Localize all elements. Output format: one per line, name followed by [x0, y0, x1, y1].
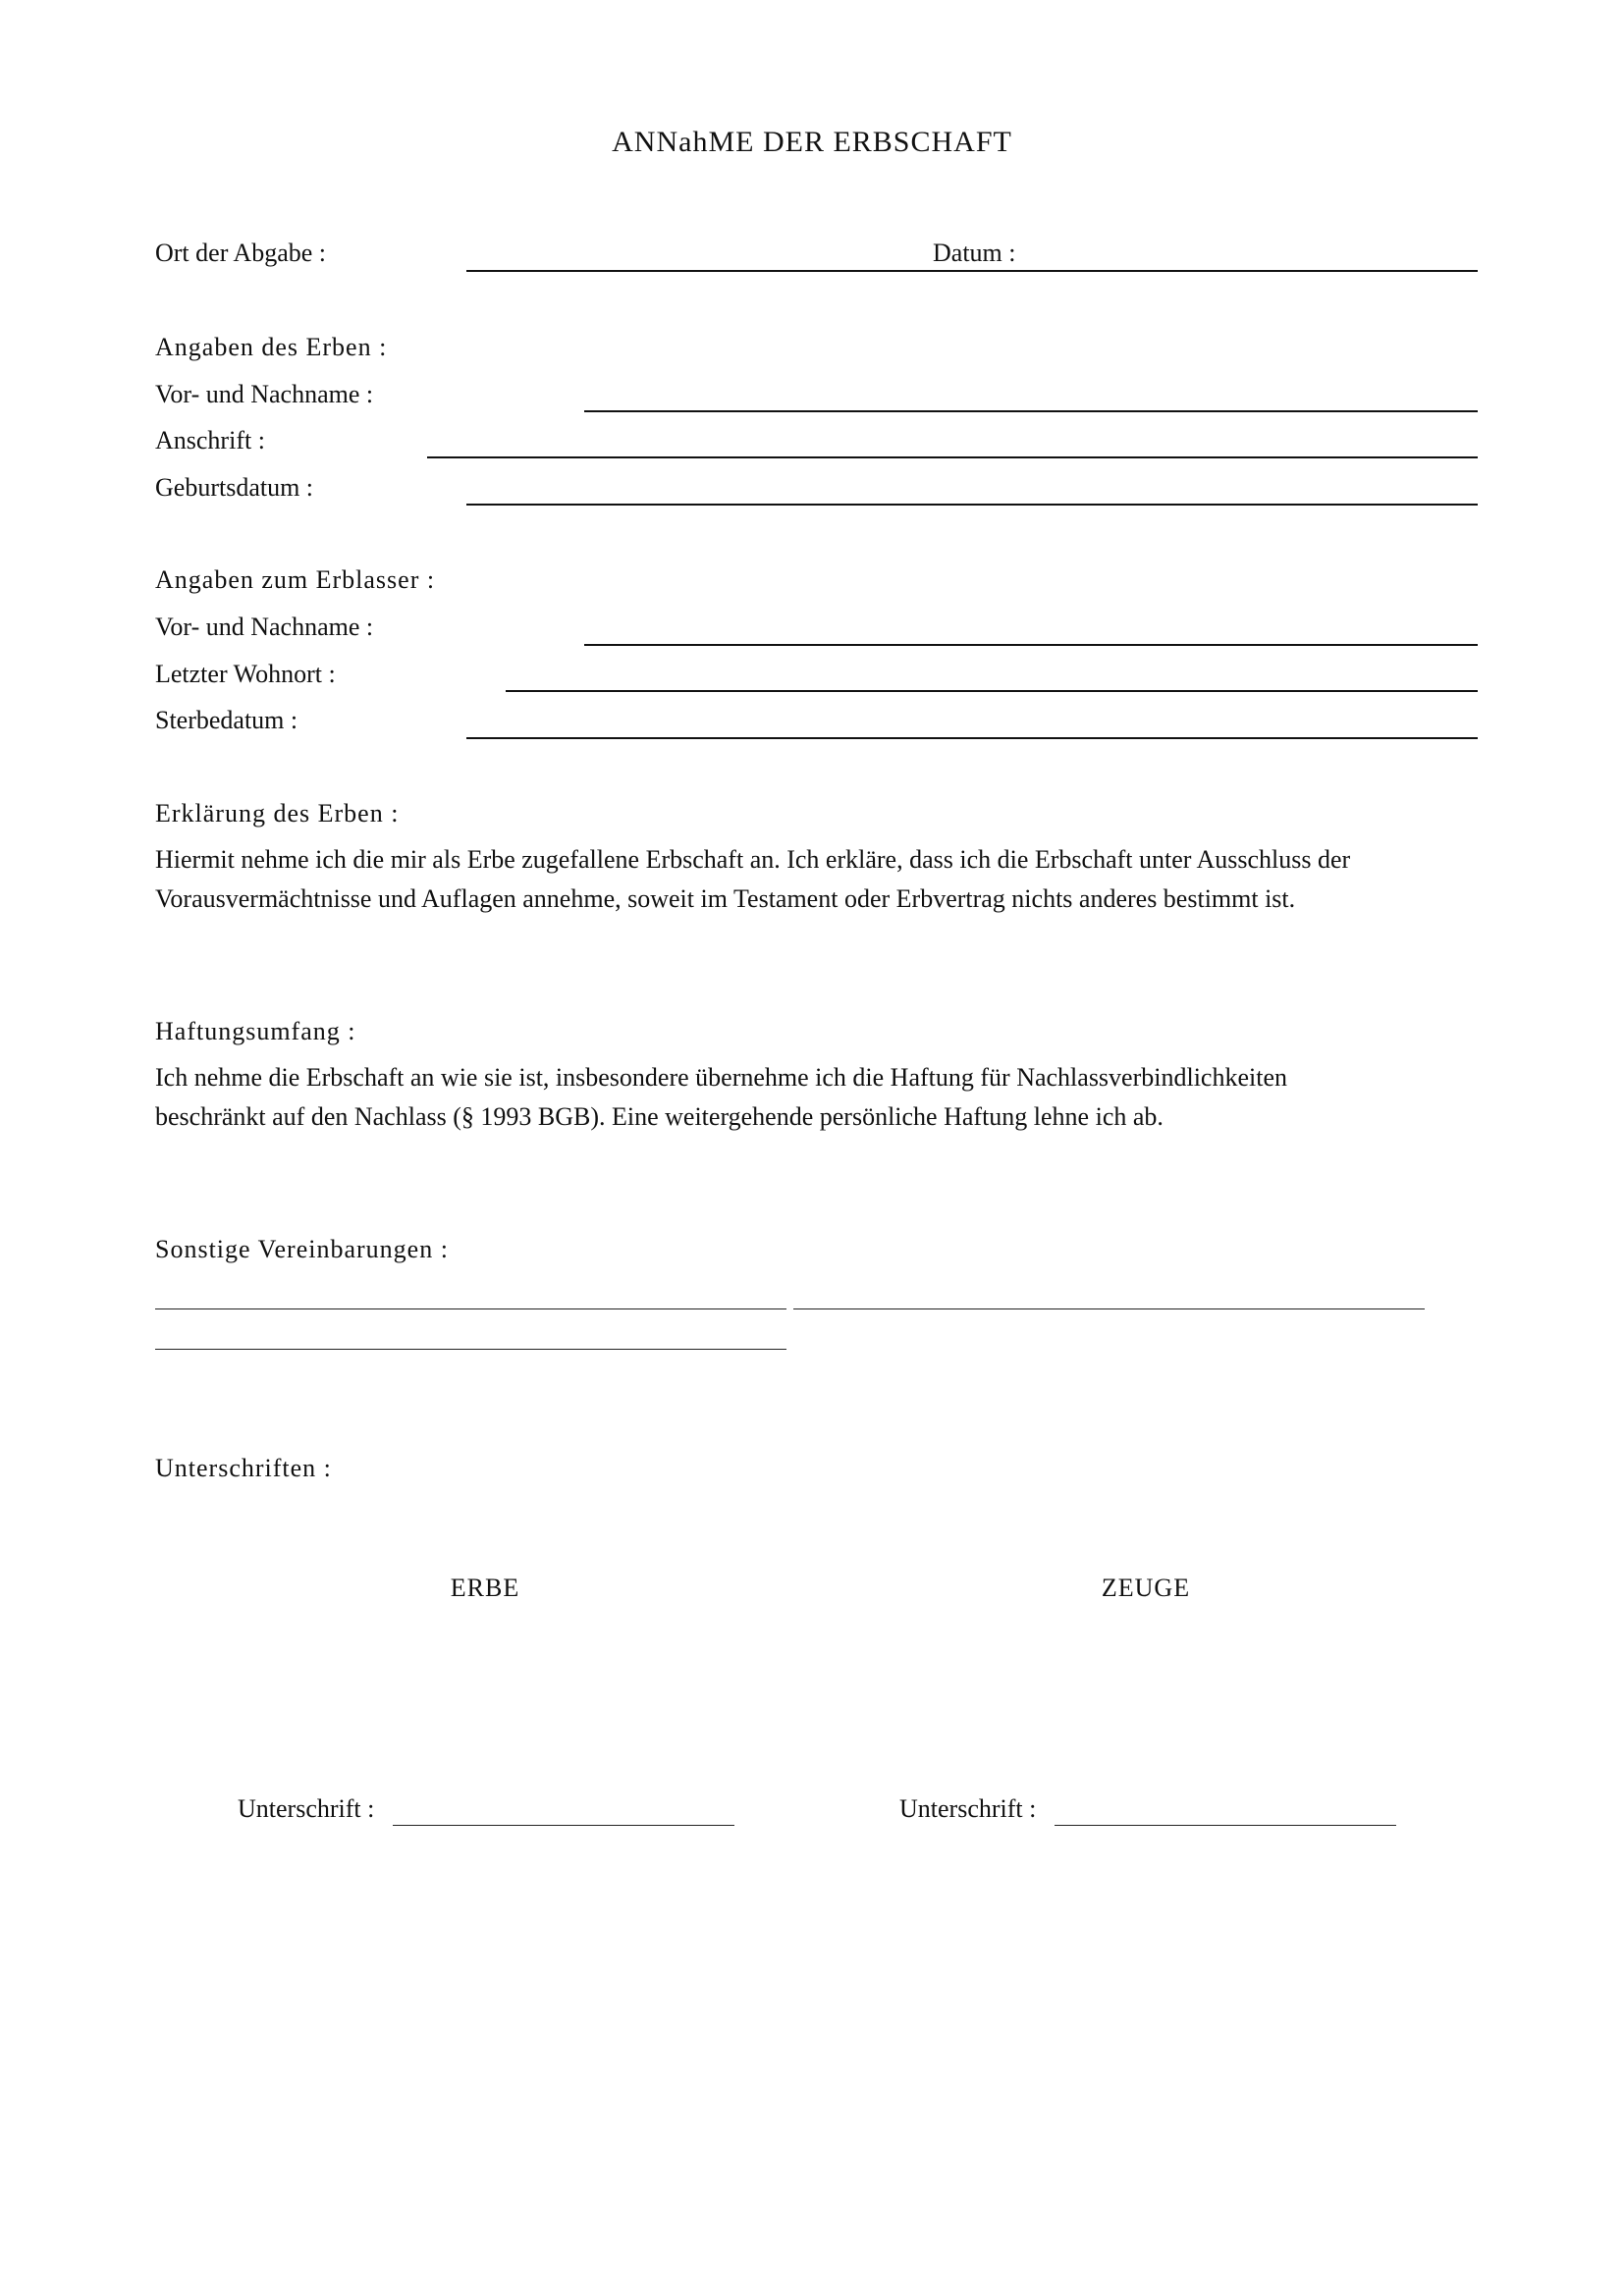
- other-agreements-line-2[interactable]: [155, 1349, 786, 1350]
- heir-address-field[interactable]: [427, 456, 1478, 458]
- heir-name-field[interactable]: [584, 410, 1478, 412]
- heir-signature-label: Unterschrift :: [238, 1794, 375, 1823]
- witness-signature-title: ZEUGE: [1101, 1574, 1191, 1602]
- heir-birthdate-field[interactable]: [466, 504, 1478, 506]
- document-title: ANNahME DER ERBSCHAFT: [612, 126, 1012, 158]
- deceased-deathdate-field[interactable]: [466, 737, 1478, 739]
- other-agreements-heading: Sonstige Vereinbarungen :: [155, 1235, 449, 1263]
- heir-signature-field[interactable]: [393, 1825, 734, 1826]
- deceased-deathdate-label: Sterbedatum :: [155, 706, 298, 734]
- heir-name-label: Vor- und Nachname :: [155, 380, 374, 408]
- deceased-section-label: Angaben zum Erblasser :: [155, 565, 436, 594]
- heir-address-label: Anschrift :: [155, 426, 265, 454]
- place-label: Ort der Abgabe :: [155, 239, 327, 267]
- declaration-line-2: Vorausvermächtnisse und Auflagen annehme, soweit im Testament oder Erbvertrag nichts anderes bestimmt ist.: [155, 884, 1296, 913]
- other-agreements-line-1a[interactable]: [155, 1308, 786, 1309]
- witness-signature-label: Unterschrift :: [899, 1794, 1037, 1823]
- deceased-name-field[interactable]: [584, 644, 1478, 646]
- declaration-heading: Erklärung des Erben :: [155, 799, 400, 828]
- heir-birthdate-label: Geburtsdatum :: [155, 473, 314, 502]
- deceased-residence-label: Letzter Wohnort :: [155, 660, 336, 688]
- liability-line-2: beschränkt auf den Nachlass (§ 1993 BGB). Eine weitergehende persönliche Haftung lehne ich ab.: [155, 1102, 1164, 1131]
- signatures-heading: Unterschriften :: [155, 1454, 332, 1482]
- heir-signature-title: ERBE: [450, 1574, 520, 1602]
- witness-signature-field[interactable]: [1055, 1825, 1396, 1826]
- liability-heading: Haftungsumfang :: [155, 1017, 356, 1045]
- date-label: Datum :: [933, 239, 1016, 267]
- place-date-field[interactable]: [466, 270, 1478, 272]
- heir-section-label: Angaben des Erben :: [155, 333, 388, 361]
- deceased-name-label: Vor- und Nachname :: [155, 613, 374, 641]
- deceased-residence-field[interactable]: [506, 690, 1478, 692]
- declaration-line-1: Hiermit nehme ich die mir als Erbe zugefallene Erbschaft an. Ich erkläre, dass ich die Erbschaft unter Ausschluss der: [155, 845, 1351, 874]
- liability-line-1: Ich nehme die Erbschaft an wie sie ist, insbesondere übernehme ich die Haftung für Nachlassverbindlichkeiten: [155, 1063, 1287, 1092]
- other-agreements-line-1b[interactable]: [793, 1308, 1425, 1309]
